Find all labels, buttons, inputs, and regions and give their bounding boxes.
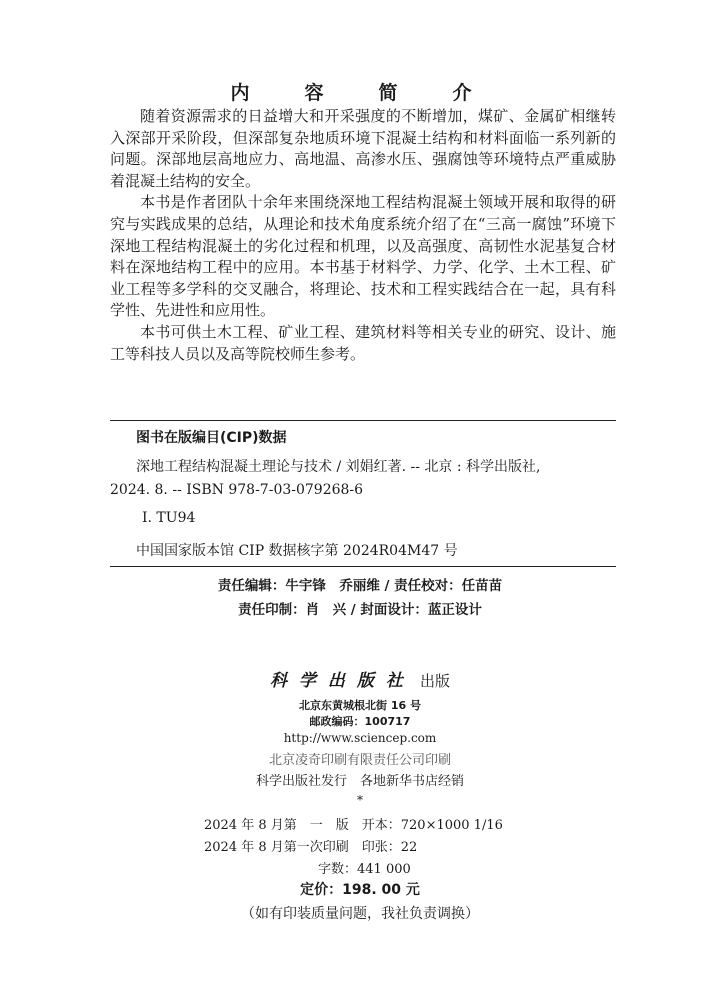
quality-notice: （如有印装质量问题，我社负责调换） [241,906,479,922]
summary-heading: 内 容 简 介 [230,82,490,104]
production-credits: 责任印制：肖 兴 / 封面设计：蓝正设计 [238,602,482,618]
publisher-postcode: 邮政编码：100717 [309,715,411,728]
cip-top-divider [110,420,616,421]
cip-isbn-line: 2024. 8. -- ISBN 978-7-03-079268-6 [110,482,364,498]
summary-paragraph: 随着资源需求的日益增大和开采强度的不断增加，煤矿、金属矿相继转入深部开采阶段，但深部复杂地质环境下混凝土结构和材料面临一系列新的问题。深部地层高地应力、高地温、高渗水压、强腐蚀等环境特点严重威胁着混凝土结构的安全。 [110,107,616,190]
summary-body [110,106,616,365]
distribution-info: 科学出版社发行 各地新华书店经销 [255,774,464,789]
summary-paragraph: 本书是作者团队十余年来围绕深地工程结构混凝土领域开展和取得的研究与实践成果的总结，从理论和技术角度系统介绍了在“三高一腐蚀”环境下深地工程结构混凝土的劣化过程和机理，以及高强度、高韧性水泥基复合材料在深地结构工程中的应用。本书基于材料学、力学、化学、土木工程、矿业工程等多学科的交叉融合，将理论、技术和工程实践结合在一起，具有科学性、先进性和应用性。 [110,193,616,320]
cip-heading: 图书在版编目(CIP)数据 [136,430,287,446]
cip-title-line: 深地工程结构混凝土理论与技术 / 刘娟红著. -- 北京 : 科学出版社, [136,459,541,475]
cip-record-number: 中国国家版本馆 CIP 数据核字第 2024R04M47 号 [136,543,458,559]
publisher-url: http://www.sciencep.com [283,731,437,745]
cip-bottom-divider [110,566,616,567]
printing-line: 2024 年 8 月第一次印刷 印张：22 [204,840,418,855]
publisher-line [0,666,720,691]
editor-credits: 责任编辑：牛宇锋 乔丽维 / 责任校对：任苗苗 [217,578,503,594]
price: 定价：198. 00 元 [300,882,420,898]
printer-info: 北京凌奇印刷有限责任公司印刷 [268,753,451,768]
publisher-address: 北京东黄城根北街 16 号 [299,699,421,712]
cip-classification: Ⅰ. TU94 [142,510,196,526]
publisher-suffix: 出版 [420,672,451,690]
separator-star: * [357,793,363,807]
edition-line: 2024 年 8 月第 一 版 开本：720×1000 1/16 [204,818,503,833]
summary-paragraph: 本书可供土木工程、矿业工程、建筑材料等相关专业的研究、设计、施工等科技人员以及高等院校师生参考。 [110,322,616,363]
publisher-name: 科学出版社 [269,671,415,691]
word-count: 字数：441 000 [318,862,411,877]
